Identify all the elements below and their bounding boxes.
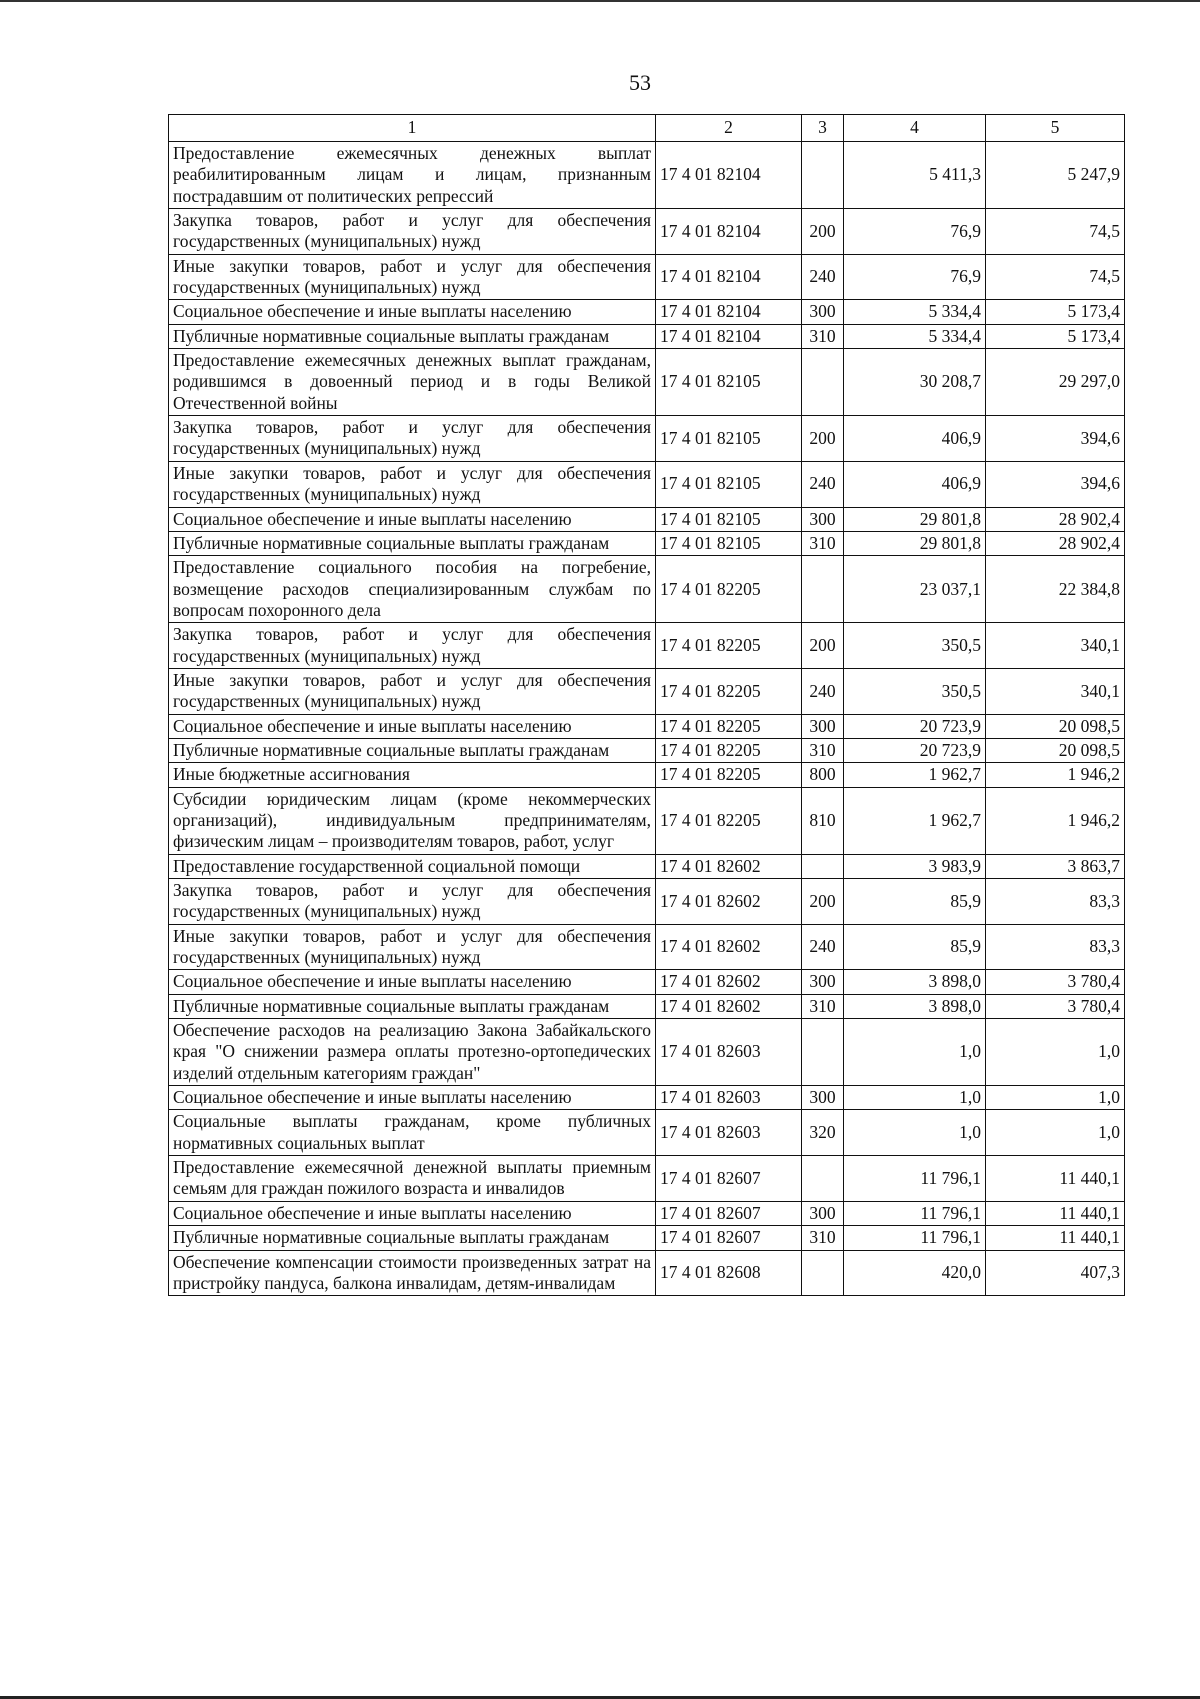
expense-type-cell: 300 (802, 1086, 844, 1110)
target-code-cell: 17 4 01 82602 (656, 994, 802, 1018)
amount-col5-cell: 1 946,2 (986, 763, 1125, 787)
table-row (169, 763, 1125, 787)
amount-col5-cell: 1,0 (986, 1019, 1125, 1086)
target-code-cell: 17 4 01 82105 (656, 416, 802, 462)
scan-top-edge (0, 0, 1200, 2)
table-row (169, 416, 1125, 462)
amount-col5-cell: 340,1 (986, 668, 1125, 714)
target-code-cell: 17 4 01 82205 (656, 556, 802, 623)
amount-col5-cell: 11 440,1 (986, 1156, 1125, 1202)
amount-col4-cell: 85,9 (844, 879, 986, 925)
target-code-cell: 17 4 01 82104 (656, 142, 802, 209)
expense-name-cell: Предоставление ежемесячных денежных выплат гражданам, родившимся в довоенный период и в годы Великой Отечественной войны (169, 349, 656, 416)
expense-name-cell: Обеспечение расходов на реализацию Закона Забайкальского края "О снижении размера оплаты протезно-ортопедических изделий отдельным категориям граждан" (169, 1019, 656, 1086)
amount-col4-cell: 406,9 (844, 416, 986, 462)
expense-name-cell: Предоставление государственной социальной помощи (169, 854, 656, 878)
amount-col5-cell: 394,6 (986, 416, 1125, 462)
table-row (169, 623, 1125, 669)
expense-name-cell: Социальное обеспечение и иные выплаты населению (169, 507, 656, 531)
expense-type-cell (802, 854, 844, 878)
amount-col4-cell: 11 796,1 (844, 1201, 986, 1225)
target-code-cell: 17 4 01 82205 (656, 763, 802, 787)
target-code-cell: 17 4 01 82205 (656, 787, 802, 854)
expense-type-cell: 240 (802, 924, 844, 970)
expense-name-cell: Закупка товаров, работ и услуг для обеспечения государственных (муниципальных) нужд (169, 209, 656, 255)
table-row (169, 854, 1125, 878)
expense-type-cell: 200 (802, 209, 844, 255)
expense-type-cell (802, 1156, 844, 1202)
target-code-cell: 17 4 01 82105 (656, 461, 802, 507)
target-code-cell: 17 4 01 82607 (656, 1201, 802, 1225)
expense-type-cell: 300 (802, 300, 844, 324)
amount-col4-cell: 3 983,9 (844, 854, 986, 878)
expense-type-cell: 800 (802, 763, 844, 787)
amount-col5-cell: 3 780,4 (986, 994, 1125, 1018)
expense-name-cell: Социальное обеспечение и иные выплаты населению (169, 300, 656, 324)
expense-type-cell: 320 (802, 1110, 844, 1156)
target-code-cell: 17 4 01 82205 (656, 623, 802, 669)
amount-col4-cell: 76,9 (844, 254, 986, 300)
table-row (169, 1156, 1125, 1202)
amount-col4-cell: 1,0 (844, 1086, 986, 1110)
table-row (169, 1250, 1125, 1296)
target-code-cell: 17 4 01 82105 (656, 507, 802, 531)
expense-name-cell: Иные закупки товаров, работ и услуг для обеспечения государственных (муниципальных) нужд (169, 461, 656, 507)
header-row (169, 115, 1125, 142)
target-code-cell: 17 4 01 82105 (656, 349, 802, 416)
target-code-cell: 17 4 01 82104 (656, 300, 802, 324)
amount-col4-cell: 350,5 (844, 623, 986, 669)
target-code-cell: 17 4 01 82104 (656, 209, 802, 255)
expense-name-cell: Иные бюджетные ассигнования (169, 763, 656, 787)
target-code-cell: 17 4 01 82104 (656, 324, 802, 348)
table-row (169, 254, 1125, 300)
expense-name-cell: Иные закупки товаров, работ и услуг для обеспечения государственных (муниципальных) нужд (169, 924, 656, 970)
amount-col5-cell: 5 173,4 (986, 300, 1125, 324)
table-row (169, 970, 1125, 994)
amount-col4-cell: 1,0 (844, 1019, 986, 1086)
target-code-cell: 17 4 01 82205 (656, 714, 802, 738)
amount-col4-cell: 23 037,1 (844, 556, 986, 623)
table-row (169, 324, 1125, 348)
expense-type-cell: 300 (802, 970, 844, 994)
amount-col4-cell: 20 723,9 (844, 738, 986, 762)
budget-table (168, 114, 1125, 1296)
expense-type-cell (802, 349, 844, 416)
expense-name-cell: Социальное обеспечение и иные выплаты населению (169, 714, 656, 738)
column-header-3: 3 (802, 115, 844, 142)
expense-type-cell: 310 (802, 994, 844, 1018)
target-code-cell: 17 4 01 82603 (656, 1086, 802, 1110)
expense-type-cell: 240 (802, 461, 844, 507)
expense-name-cell: Социальное обеспечение и иные выплаты населению (169, 1201, 656, 1225)
expense-type-cell: 200 (802, 879, 844, 925)
expense-name-cell: Предоставление социального пособия на погребение, возмещение расходов специализированным службам по вопросам похоронного дела (169, 556, 656, 623)
target-code-cell: 17 4 01 82205 (656, 738, 802, 762)
table-row (169, 507, 1125, 531)
amount-col4-cell: 5 334,4 (844, 324, 986, 348)
expense-name-cell: Закупка товаров, работ и услуг для обеспечения государственных (муниципальных) нужд (169, 623, 656, 669)
expense-name-cell: Закупка товаров, работ и услуг для обеспечения государственных (муниципальных) нужд (169, 879, 656, 925)
table-row (169, 1019, 1125, 1086)
expense-name-cell: Предоставление ежемесячной денежной выплаты приемным семьям для граждан пожилого возраста и инвалидов (169, 1156, 656, 1202)
expense-type-cell: 300 (802, 507, 844, 531)
table-row (169, 924, 1125, 970)
expense-name-cell: Иные закупки товаров, работ и услуг для обеспечения государственных (муниципальных) нужд (169, 254, 656, 300)
target-code-cell: 17 4 01 82602 (656, 854, 802, 878)
amount-col4-cell: 3 898,0 (844, 994, 986, 1018)
expense-type-cell: 240 (802, 254, 844, 300)
expense-type-cell: 810 (802, 787, 844, 854)
table-row (169, 1201, 1125, 1225)
amount-col4-cell: 1 962,7 (844, 763, 986, 787)
amount-col4-cell: 420,0 (844, 1250, 986, 1296)
expense-type-cell: 300 (802, 714, 844, 738)
amount-col4-cell: 20 723,9 (844, 714, 986, 738)
amount-col4-cell: 30 208,7 (844, 349, 986, 416)
amount-col5-cell: 3 780,4 (986, 970, 1125, 994)
expense-type-cell (802, 1019, 844, 1086)
expense-type-cell: 310 (802, 324, 844, 348)
expense-name-cell: Социальное обеспечение и иные выплаты населению (169, 970, 656, 994)
table-row (169, 994, 1125, 1018)
expense-name-cell: Публичные нормативные социальные выплаты гражданам (169, 738, 656, 762)
amount-col4-cell: 11 796,1 (844, 1226, 986, 1250)
column-header-1: 1 (169, 115, 656, 142)
expense-type-cell: 310 (802, 738, 844, 762)
expense-type-cell (802, 1250, 844, 1296)
amount-col4-cell: 29 801,8 (844, 507, 986, 531)
expense-type-cell: 240 (802, 668, 844, 714)
expense-name-cell: Публичные нормативные социальные выплаты гражданам (169, 994, 656, 1018)
expense-type-cell: 200 (802, 623, 844, 669)
amount-col5-cell: 5 173,4 (986, 324, 1125, 348)
amount-col5-cell: 28 902,4 (986, 507, 1125, 531)
amount-col5-cell: 20 098,5 (986, 714, 1125, 738)
amount-col5-cell: 11 440,1 (986, 1226, 1125, 1250)
amount-col4-cell: 406,9 (844, 461, 986, 507)
amount-col5-cell: 74,5 (986, 254, 1125, 300)
column-header-5: 5 (986, 115, 1125, 142)
column-header-2: 2 (656, 115, 802, 142)
expense-type-cell (802, 142, 844, 209)
amount-col5-cell: 407,3 (986, 1250, 1125, 1296)
table-row (169, 668, 1125, 714)
target-code-cell: 17 4 01 82205 (656, 668, 802, 714)
target-code-cell: 17 4 01 82603 (656, 1019, 802, 1086)
target-code-cell: 17 4 01 82607 (656, 1156, 802, 1202)
amount-col4-cell: 350,5 (844, 668, 986, 714)
expense-name-cell: Иные закупки товаров, работ и услуг для обеспечения государственных (муниципальных) нужд (169, 668, 656, 714)
amount-col4-cell: 1,0 (844, 1110, 986, 1156)
target-code-cell: 17 4 01 82602 (656, 970, 802, 994)
amount-col5-cell: 74,5 (986, 209, 1125, 255)
amount-col4-cell: 76,9 (844, 209, 986, 255)
amount-col5-cell: 83,3 (986, 879, 1125, 925)
table-row (169, 1226, 1125, 1250)
amount-col5-cell: 20 098,5 (986, 738, 1125, 762)
table-row (169, 209, 1125, 255)
amount-col5-cell: 1,0 (986, 1086, 1125, 1110)
amount-col5-cell: 83,3 (986, 924, 1125, 970)
table-row (169, 787, 1125, 854)
table-row (169, 738, 1125, 762)
amount-col5-cell: 29 297,0 (986, 349, 1125, 416)
amount-col5-cell: 28 902,4 (986, 531, 1125, 555)
amount-col5-cell: 3 863,7 (986, 854, 1125, 878)
expense-type-cell: 300 (802, 1201, 844, 1225)
expense-type-cell: 310 (802, 531, 844, 555)
amount-col5-cell: 394,6 (986, 461, 1125, 507)
table-row (169, 531, 1125, 555)
table-row (169, 714, 1125, 738)
target-code-cell: 17 4 01 82104 (656, 254, 802, 300)
amount-col4-cell: 11 796,1 (844, 1156, 986, 1202)
table-row (169, 1086, 1125, 1110)
expense-name-cell: Обеспечение компенсации стоимости произведенных затрат на пристройку пандуса, балкона инвалидам, детям-инвалидам (169, 1250, 656, 1296)
expense-name-cell: Закупка товаров, работ и услуг для обеспечения государственных (муниципальных) нужд (169, 416, 656, 462)
target-code-cell: 17 4 01 82602 (656, 924, 802, 970)
amount-col4-cell: 85,9 (844, 924, 986, 970)
target-code-cell: 17 4 01 82608 (656, 1250, 802, 1296)
amount-col5-cell: 1,0 (986, 1110, 1125, 1156)
expense-name-cell: Предоставление ежемесячных денежных выплат реабилитированным лицам и лицам, признанным пострадавшим от политических репрессий (169, 142, 656, 209)
expense-name-cell: Публичные нормативные социальные выплаты гражданам (169, 324, 656, 348)
amount-col4-cell: 29 801,8 (844, 531, 986, 555)
expense-name-cell: Социальные выплаты гражданам, кроме публичных нормативных социальных выплат (169, 1110, 656, 1156)
amount-col4-cell: 5 334,4 (844, 300, 986, 324)
table-row (169, 1110, 1125, 1156)
table-row (169, 349, 1125, 416)
table-row (169, 461, 1125, 507)
target-code-cell: 17 4 01 82105 (656, 531, 802, 555)
expense-name-cell: Публичные нормативные социальные выплаты гражданам (169, 1226, 656, 1250)
amount-col4-cell: 5 411,3 (844, 142, 986, 209)
amount-col4-cell: 3 898,0 (844, 970, 986, 994)
expense-name-cell: Субсидии юридическим лицам (кроме некоммерческих организаций), индивидуальным предпринимателям, физическим лицам – производителям товаров, работ, услуг (169, 787, 656, 854)
amount-col5-cell: 1 946,2 (986, 787, 1125, 854)
amount-col5-cell: 22 384,8 (986, 556, 1125, 623)
amount-col5-cell: 11 440,1 (986, 1201, 1125, 1225)
target-code-cell: 17 4 01 82603 (656, 1110, 802, 1156)
table-row (169, 879, 1125, 925)
target-code-cell: 17 4 01 82602 (656, 879, 802, 925)
table-row (169, 556, 1125, 623)
table-row (169, 142, 1125, 209)
amount-col5-cell: 5 247,9 (986, 142, 1125, 209)
page-number: 53 (629, 70, 651, 95)
target-code-cell: 17 4 01 82607 (656, 1226, 802, 1250)
amount-col4-cell: 1 962,7 (844, 787, 986, 854)
table-row (169, 300, 1125, 324)
expense-name-cell: Социальное обеспечение и иные выплаты населению (169, 1086, 656, 1110)
amount-col5-cell: 340,1 (986, 623, 1125, 669)
table-body (169, 142, 1125, 1296)
expense-type-cell (802, 556, 844, 623)
expense-type-cell: 200 (802, 416, 844, 462)
expense-type-cell: 310 (802, 1226, 844, 1250)
expense-name-cell: Публичные нормативные социальные выплаты гражданам (169, 531, 656, 555)
column-header-4: 4 (844, 115, 986, 142)
